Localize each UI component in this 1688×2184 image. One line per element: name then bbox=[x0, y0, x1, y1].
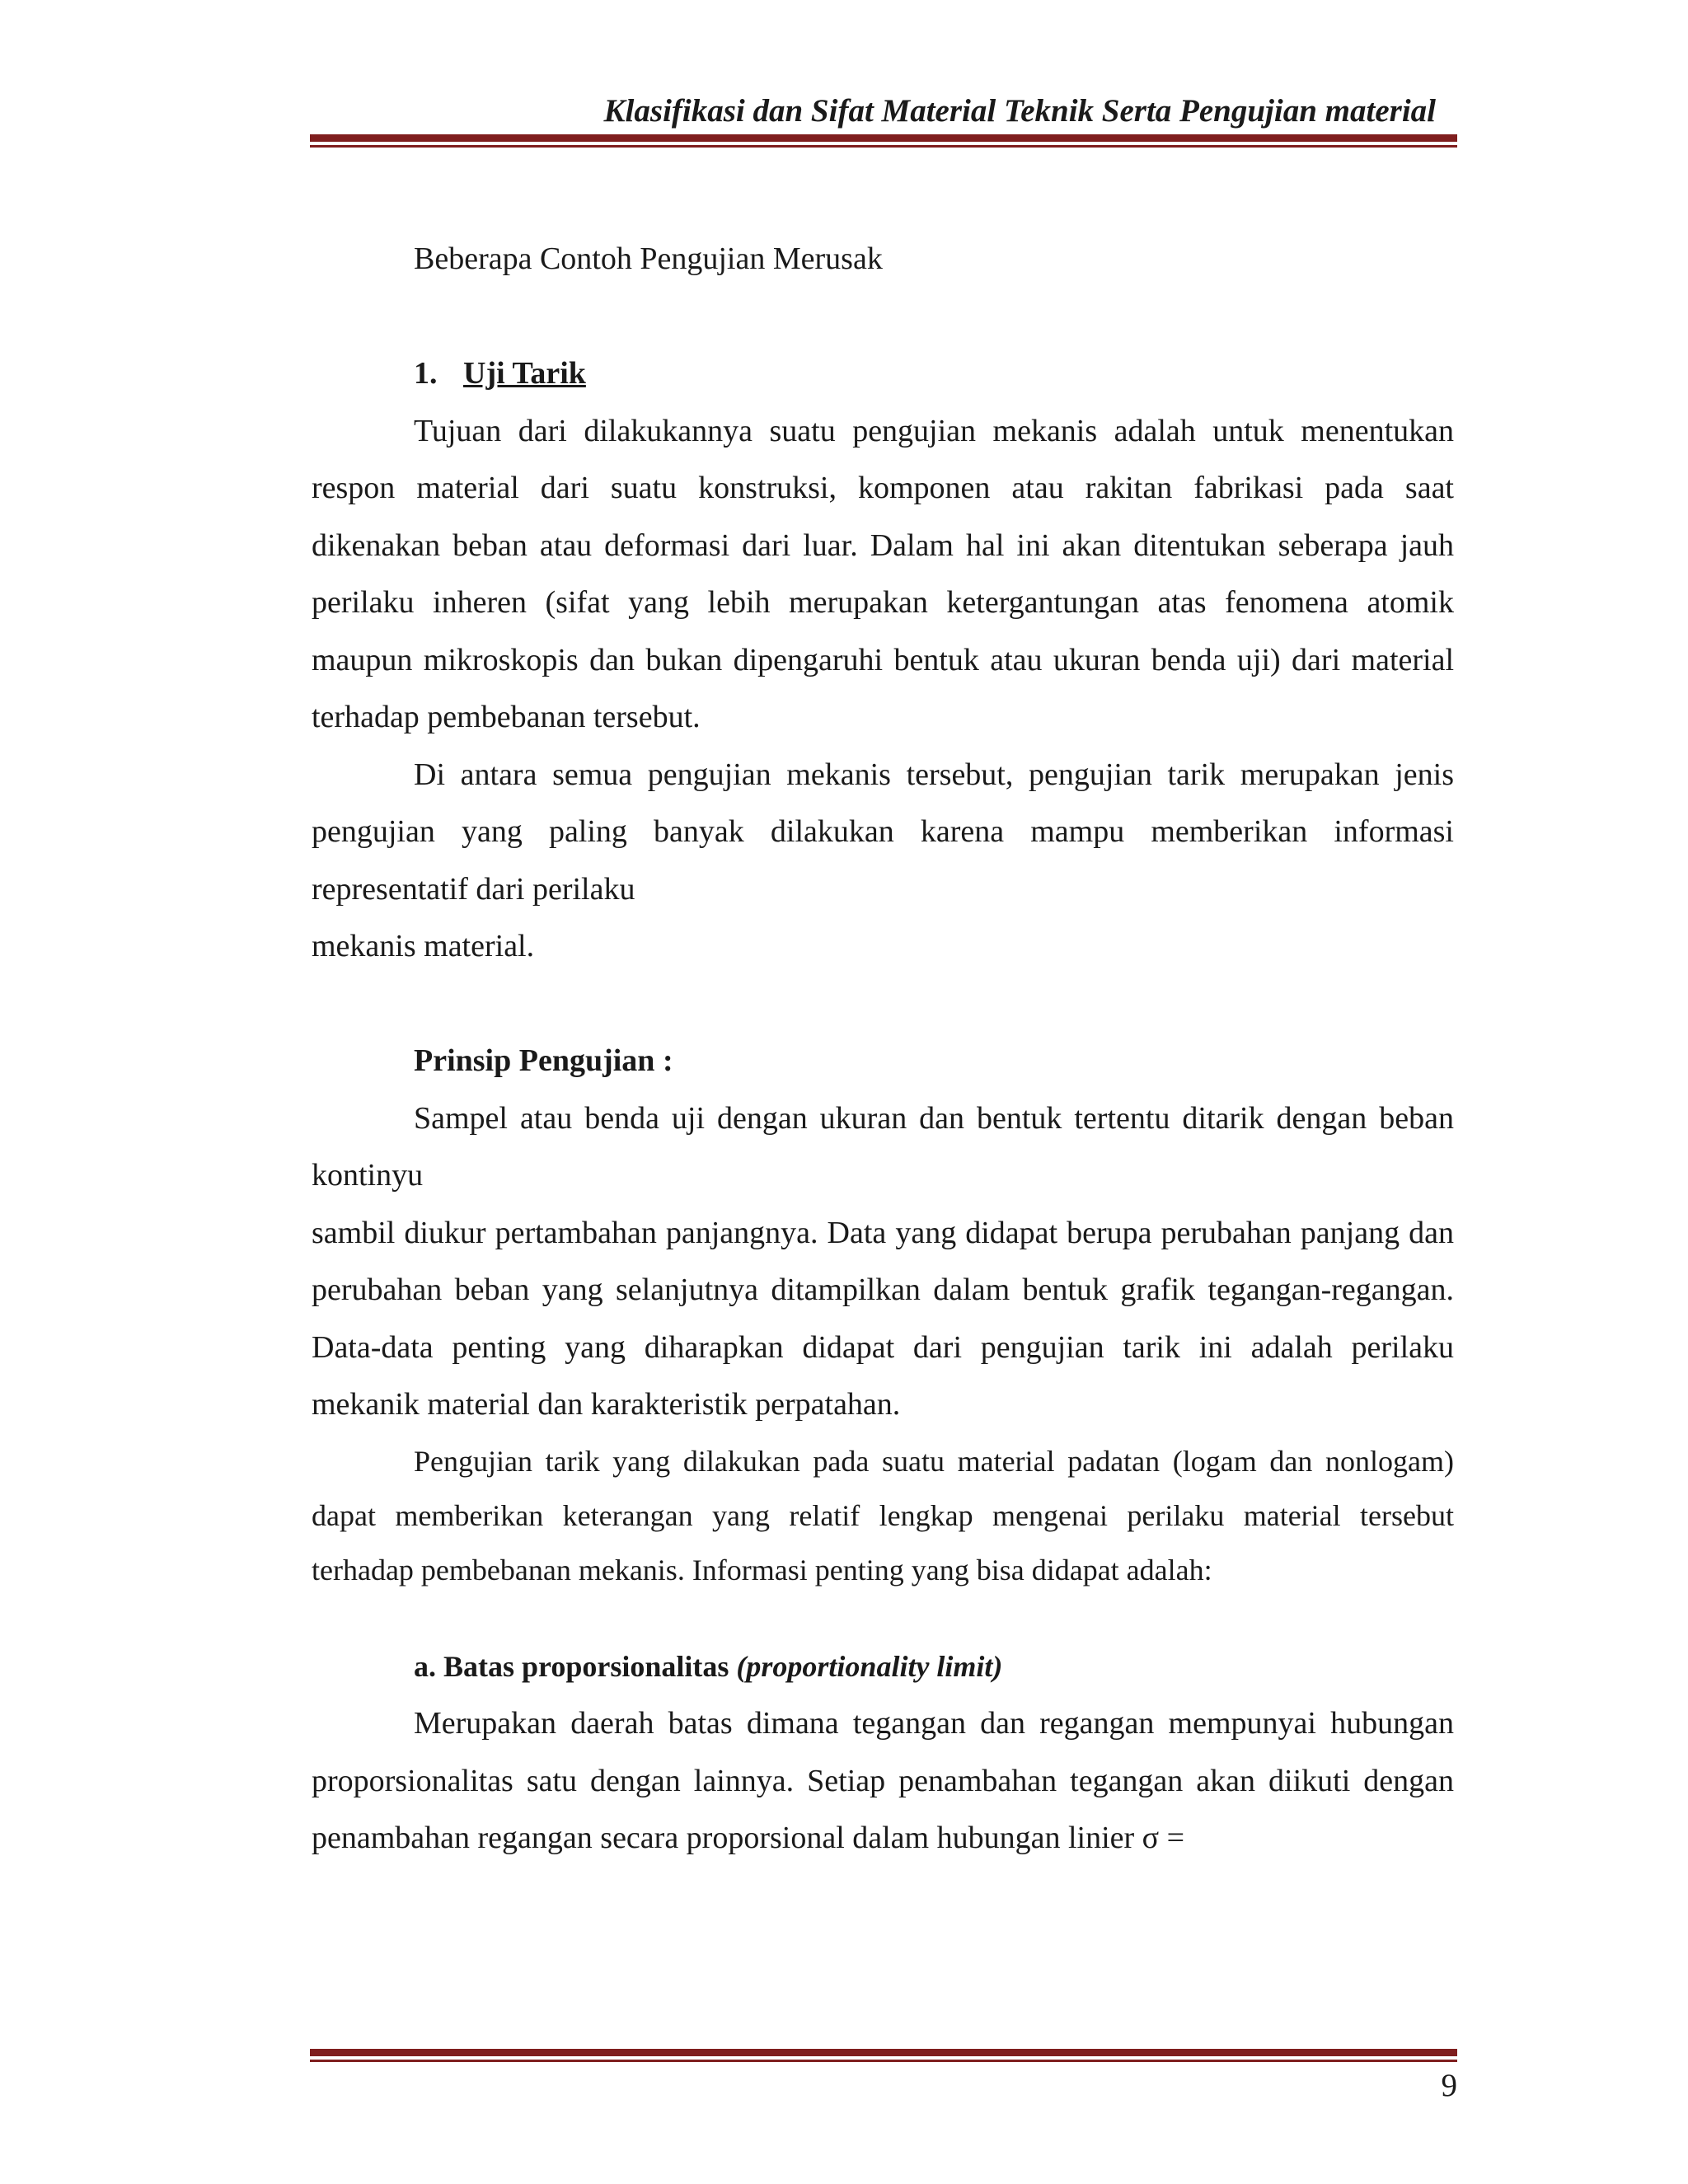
paragraph-uji-tarik-2: Di antara semua pengujian mekanis tersebut, pengujian tarik merupakan jenis pengujian yang paling banyak dilakukan karena mampu memberikan informasi representatif dari perilaku bbox=[312, 757, 1454, 907]
subsection-a-title-italic: (proportionality limit) bbox=[736, 1649, 1003, 1683]
section-title: Uji Tarik bbox=[463, 356, 586, 391]
header-rule-thick bbox=[310, 134, 1457, 142]
intro-line: Beberapa Contoh Pengujian Merusak bbox=[414, 241, 883, 276]
footer-rule-thin bbox=[310, 2060, 1457, 2062]
running-header: Klasifikasi dan Sifat Material Teknik Serta Pengujian material bbox=[603, 93, 1436, 129]
header-rule-thin bbox=[310, 145, 1457, 148]
page-number: 9 bbox=[1441, 2068, 1457, 2103]
paragraph-principle-1: Sampel atau benda uji dengan ukuran dan bentuk tertentu ditarik dengan beban kontinyu bbox=[312, 1100, 1454, 1193]
paragraph-uji-tarik-1: Tujuan dari dilakukannya suatu pengujian mekanis adalah untuk menentukan respon material dari suatu konstruksi, komponen atau rakitan fabrikasi pada saat dikenakan beban atau deformasi dari luar. Dalam hal ini akan ditentukan seberapa jauh perilaku inheren (sifat yang lebih merupakan ketergantungan atas fenomena atomik maupun mikroskopis dan bukan dipengaruhi bentuk atau ukuran benda uji) dari material terhadap pembebanan tersebut. bbox=[312, 413, 1454, 734]
subsection-a-heading bbox=[312, 1638, 1454, 1696]
paragraph-principle-1-tail: sambil diukur pertambahan panjangnya. Data yang didapat berupa perubahan panjang dan perubahan beban yang selanjutnya ditampilkan dalam bentuk grafik tegangan-regangan. Data-data penting yang diharapkan didapat dari pengujian tarik ini adalah perilaku mekanik material dan karakteristik perpatahan. bbox=[312, 1215, 1454, 1422]
principle-heading: Prinsip Pengujian : bbox=[414, 1043, 673, 1078]
footer-rule-thick bbox=[310, 2049, 1457, 2056]
section-number: 1. bbox=[414, 356, 438, 391]
page-content bbox=[312, 231, 1454, 1868]
paragraph-subsection-a: Merupakan daerah batas dimana tegangan dan regangan mempunyai hubungan proporsionalitas satu dengan lainnya. Setiap penambahan tegangan akan diikuti dengan penambahan regangan secara proporsional dalam hubungan linier σ = bbox=[312, 1706, 1454, 1855]
paragraph-uji-tarik-2-tail: mekanis material. bbox=[312, 929, 535, 963]
subsection-a-title: a. Batas proporsionalitas bbox=[414, 1649, 729, 1683]
section-heading-uji-tarik bbox=[312, 345, 1454, 403]
paragraph-principle-2: Pengujian tarik yang dilakukan pada suatu material padatan (logam dan nonlogam) dapat memberikan keterangan yang relatif lengkap mengenai perilaku material tersebut terhadap pembebanan mekanis. Informasi penting yang bisa didapat adalah: bbox=[312, 1444, 1454, 1586]
